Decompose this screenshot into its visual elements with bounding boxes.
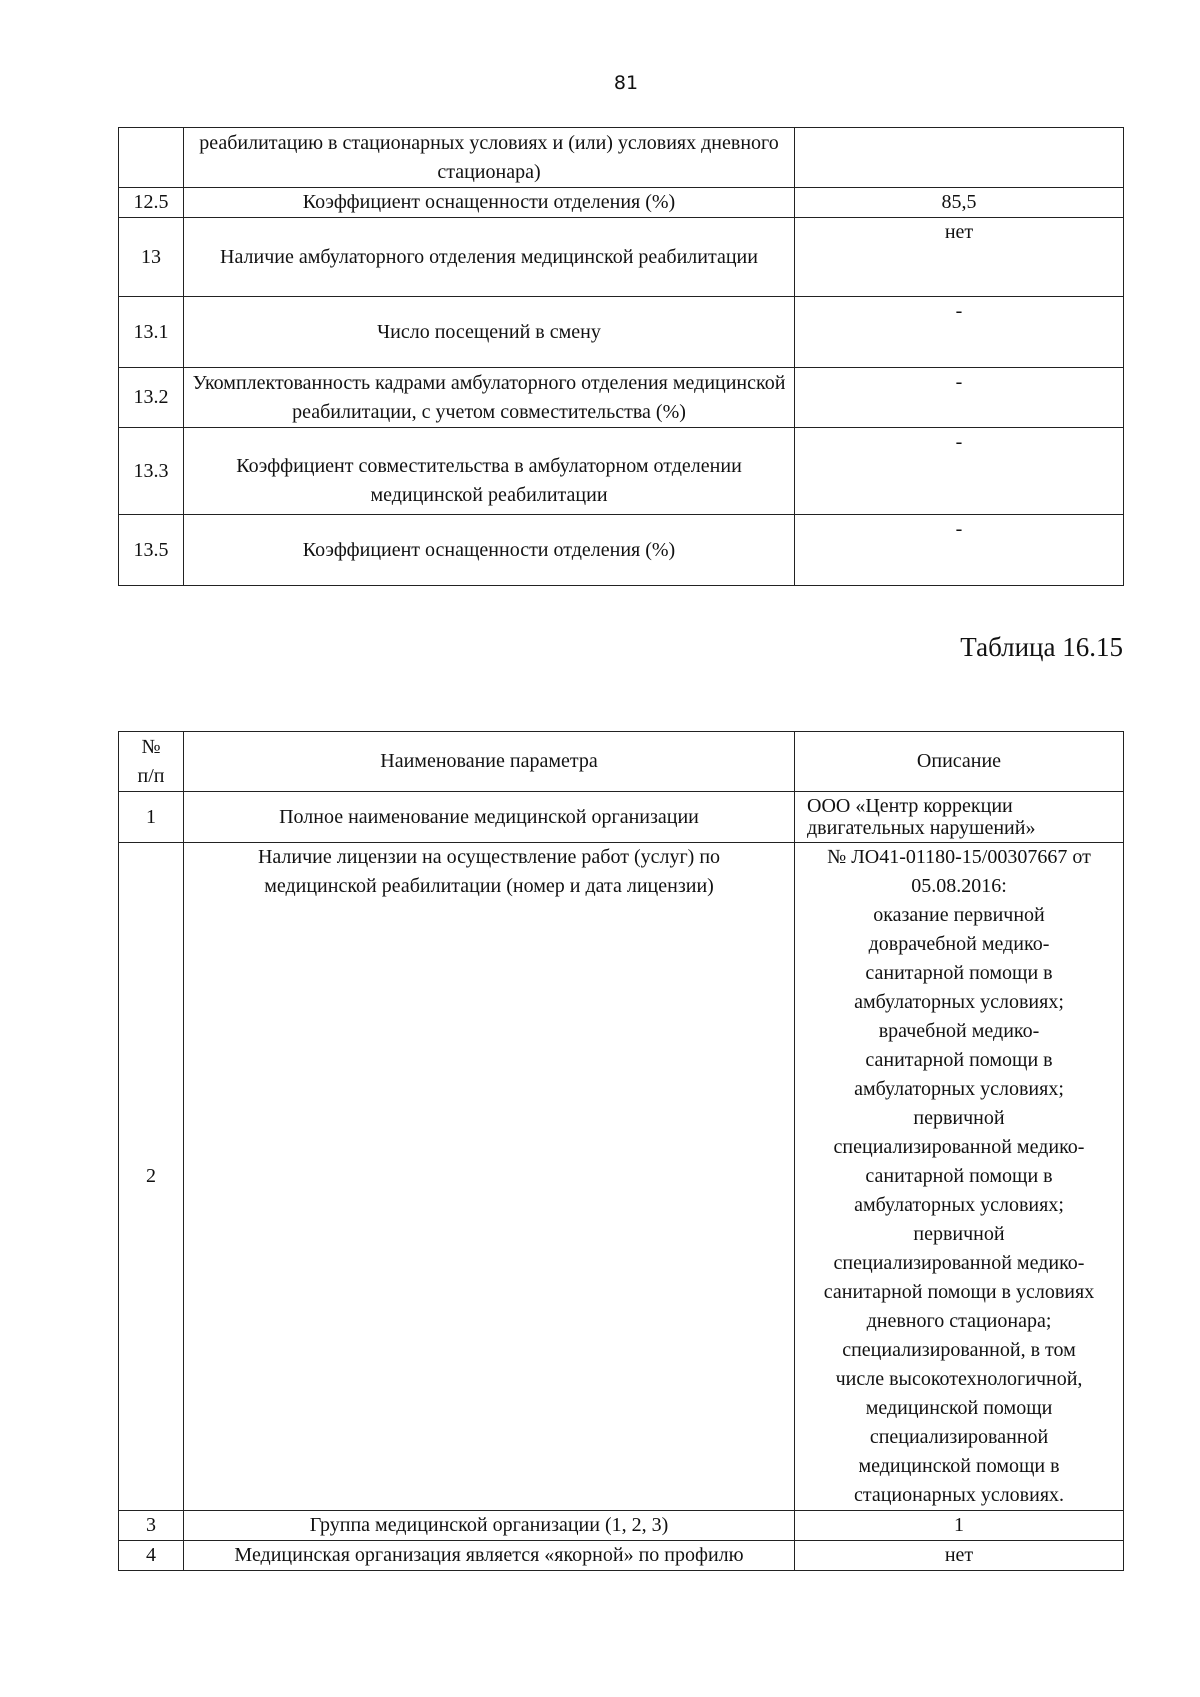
license-description-line: числе высокотехнологичной,: [835, 1368, 1083, 1390]
license-description-line: амбулаторных условиях;: [854, 991, 1064, 1013]
table-row: [119, 188, 1124, 218]
table-row: [119, 1541, 1124, 1571]
table-row: [119, 515, 1124, 586]
license-description-line: специализированной медико-: [833, 1252, 1085, 1274]
header-description: Описание: [795, 732, 1124, 792]
row-number: 13: [119, 218, 184, 297]
row-number: 13.5: [119, 515, 184, 586]
license-description-line: 05.08.2016:: [911, 875, 1007, 897]
table-row: [119, 218, 1124, 297]
parameter-name: Коэффициент оснащенности отделения (%): [184, 515, 795, 586]
table-row: [119, 843, 1124, 1511]
license-description-line: специализированной, в том: [842, 1339, 1076, 1361]
row-number: 13.3: [119, 428, 184, 515]
license-description-line: дневного стационара;: [866, 1310, 1052, 1332]
license-description-line: санитарной помощи в: [865, 1049, 1053, 1071]
license-description-line: санитарной помощи в: [865, 1165, 1053, 1187]
license-description-line: специализированной медико-: [833, 1136, 1085, 1158]
parameter-name: Группа медицинской организации (1, 2, 3): [184, 1511, 795, 1541]
parameter-value: 85,5: [795, 188, 1124, 218]
table-row: [119, 1511, 1124, 1541]
license-description-line: оказание первичной: [873, 904, 1045, 926]
organization-parameters-table: [118, 731, 1124, 1571]
license-description-line: первичной: [913, 1223, 1005, 1245]
parameter-value: нет: [795, 1541, 1124, 1571]
parameter-value: -: [795, 428, 1124, 515]
license-description-line: стационарных условиях.: [853, 1484, 1065, 1506]
table-row: [119, 792, 1124, 843]
license-description-line: санитарной помощи в: [865, 962, 1053, 984]
license-description-line: амбулаторных условиях;: [854, 1078, 1064, 1100]
parameter-name: реабилитацию в стационарных условиях и (или) условиях дневного стационара): [184, 128, 795, 188]
row-number: 3: [119, 1511, 184, 1541]
license-description-line: амбулаторных условиях;: [854, 1194, 1064, 1216]
parameter-value: 1: [795, 1511, 1124, 1541]
parameter-name: Коэффициент оснащенности отделения (%): [184, 188, 795, 218]
license-description-line: первичной: [913, 1107, 1005, 1129]
parameter-value: -: [795, 515, 1124, 586]
parameter-name: Коэффициент совместительства в амбулаторном отделении медицинской реабилитации: [184, 428, 795, 515]
parameter-value: -: [795, 368, 1124, 428]
license-description-line: доврачебной медико-: [868, 933, 1050, 955]
parameter-name: Число посещений в смену: [184, 297, 795, 368]
row-number: 13.2: [119, 368, 184, 428]
parameter-value: нет: [795, 218, 1124, 297]
row-number: 1: [119, 792, 184, 843]
table-caption: Таблица 16.15: [960, 632, 1123, 662]
row-number: 13.1: [119, 297, 184, 368]
license-description-line: врачебной медико-: [878, 1020, 1040, 1042]
page-number: 81: [613, 72, 639, 94]
table-row: [119, 368, 1124, 428]
license-description-line: медицинской помощи в: [858, 1455, 1060, 1477]
table-row: [119, 428, 1124, 515]
parameter-value: -: [795, 297, 1124, 368]
table-header-row: [119, 732, 1124, 792]
license-description-line: специализированной: [869, 1426, 1049, 1448]
table-row: [119, 297, 1124, 368]
license-description-line: медицинской помощи: [865, 1397, 1053, 1419]
parameter-name: Медицинская организация является «якорной» по профилю: [184, 1541, 795, 1571]
row-number: 2: [119, 843, 184, 1511]
parameter-name: Наличие лицензии на осуществление работ (услуг) по медицинской реабилитации (номер и дата лицензии): [184, 843, 795, 1511]
parameter-name: Укомплектованность кадрами амбулаторного отделения медицинской реабилитации, с учетом совместительства (%): [184, 368, 795, 428]
parameter-name: Наличие амбулаторного отделения медицинской реабилитации: [184, 218, 795, 297]
license-description-line: № ЛО41-01180-15/00307667 от: [827, 846, 1091, 868]
table-row: [119, 128, 1124, 188]
row-number: [119, 128, 184, 188]
header-number: № п/п: [119, 732, 184, 792]
parameter-value: ООО «Центр коррекции двигательных нарушений»: [795, 792, 1124, 843]
row-number: 4: [119, 1541, 184, 1571]
parameter-value: [795, 128, 1124, 188]
row-number: 12.5: [119, 188, 184, 218]
parameter-name: Полное наименование медицинской организации: [184, 792, 795, 843]
license-description: [795, 843, 1124, 1511]
header-parameter: Наименование параметра: [184, 732, 795, 792]
license-description-line: санитарной помощи в условиях: [823, 1281, 1095, 1303]
parameters-table-continued: [118, 127, 1124, 586]
